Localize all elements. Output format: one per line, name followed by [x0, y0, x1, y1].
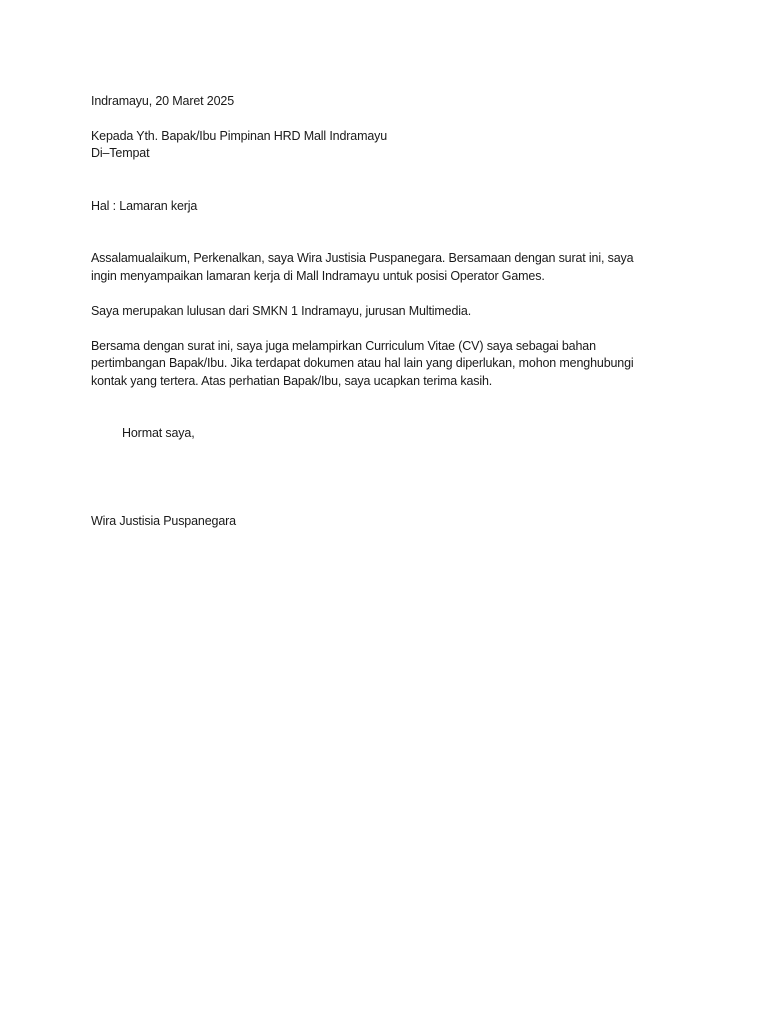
paragraph-2-line-1: Saya merupakan lulusan dari SMKN 1 Indramayu, jurusan Multimedia. [91, 304, 472, 318]
paragraph-1-line-2: ingin menyampaikan lamaran kerja di Mall Indramayu untuk posisi Operator Games. [91, 269, 545, 283]
closing-salutation: Hormat saya, [122, 426, 195, 440]
paragraph-3-line-2: pertimbangan Bapak/Ibu. Jika terdapat dokumen atau hal lain yang diperlukan, mohon menghubungi [91, 356, 634, 370]
paragraph-3-line-1: Bersama dengan surat ini, saya juga melampirkan Curriculum Vitae (CV) saya sebagai bahan [91, 339, 596, 353]
paragraph-1-line-1: Assalamualaikum, Perkenalkan, saya Wira Justisia Puspanegara. Bersamaan dengan surat ini, saya [91, 251, 634, 265]
subject-line: Hal : Lamaran kerja [91, 199, 198, 213]
recipient-line-1: Kepada Yth. Bapak/Ibu Pimpinan HRD Mall Indramayu [91, 129, 388, 143]
place-date: Indramayu, 20 Maret 2025 [91, 94, 235, 108]
paragraph-3-line-3: kontak yang tertera. Atas perhatian Bapak/Ibu, saya ucapkan terima kasih. [91, 374, 493, 388]
signature-name: Wira Justisia Puspanegara [91, 514, 236, 528]
recipient-line-2: Di–Tempat [91, 146, 150, 160]
